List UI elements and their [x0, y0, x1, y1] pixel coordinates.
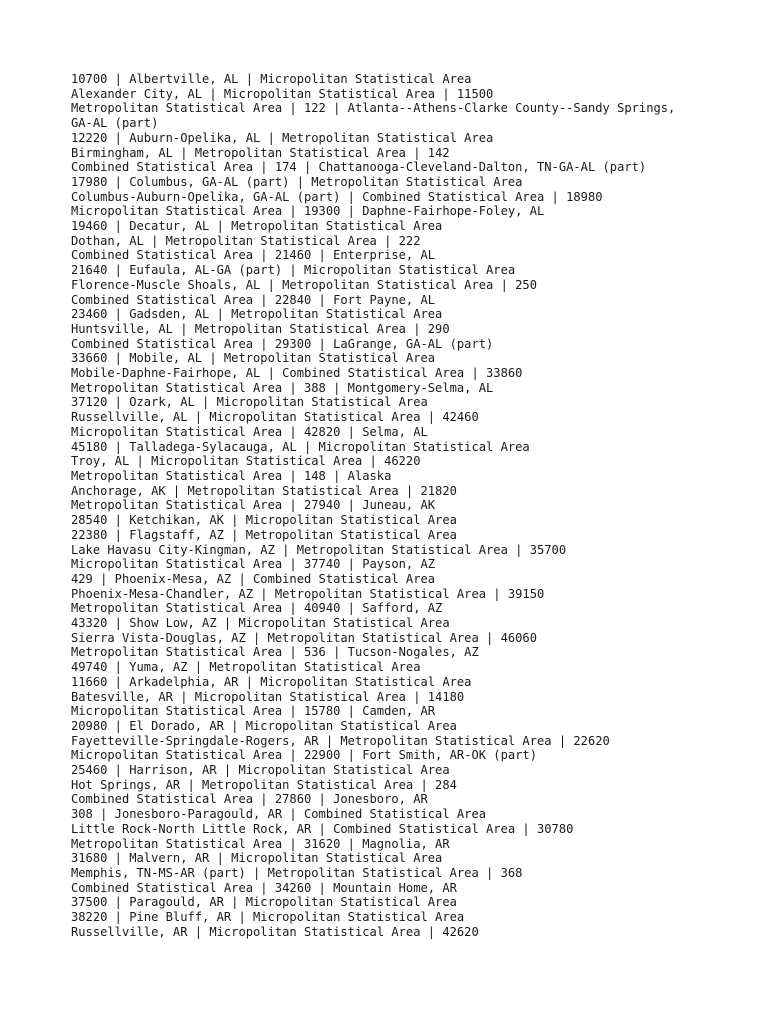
text-line: Combined Statistical Area | 21460 | Enterprise, AL — [71, 248, 436, 263]
text-line: Phoenix-Mesa-Chandler, AZ | Metropolitan Statistical Area | 39150 — [71, 586, 545, 601]
text-line: Columbus-Auburn-Opelika, GA-AL (part) | Combined Statistical Area | 18980 — [71, 189, 603, 204]
text-line: Lake Havasu City-Kingman, AZ | Metropolitan Statistical Area | 35700 — [71, 542, 567, 557]
text-line: 429 | Phoenix-Mesa, AZ | Combined Statistical Area — [71, 571, 436, 586]
text-line: Metropolitan Statistical Area | 536 | Tucson-Nogales, AZ — [71, 645, 479, 660]
text-line: Micropolitan Statistical Area | 15780 | Camden, AR — [71, 704, 436, 719]
text-line: Micropolitan Statistical Area | 42820 | Selma, AL — [71, 424, 428, 439]
text-line: Alexander City, AL | Micropolitan Statistical Area | 11500 — [71, 86, 494, 101]
text-line: Memphis, TN-MS-AR (part) | Metropolitan Statistical Area | 368 — [71, 865, 523, 880]
text-line: Metropolitan Statistical Area | 148 | Alaska — [71, 468, 392, 483]
text-line: Fayetteville-Springdale-Rogers, AR | Metropolitan Statistical Area | 22620 — [71, 733, 610, 748]
text-line: Hot Springs, AR | Metropolitan Statistical Area | 284 — [71, 777, 457, 792]
text-line: Metropolitan Statistical Area | 40940 | Safford, AZ — [71, 601, 443, 616]
text-line: 23460 | Gadsden, AL | Metropolitan Statistical Area — [71, 307, 443, 322]
text-line: Huntsville, AL | Metropolitan Statistical Area | 290 — [71, 321, 450, 336]
text-line: 25460 | Harrison, AR | Micropolitan Statistical Area — [71, 763, 450, 778]
text-line: Birmingham, AL | Metropolitan Statistical Area | 142 — [71, 145, 450, 160]
text-line: Batesville, AR | Micropolitan Statistical Area | 14180 — [71, 689, 465, 704]
text-line: Combined Statistical Area | 27860 | Jonesboro, AR — [71, 792, 428, 807]
text-line: 31680 | Malvern, AR | Micropolitan Statistical Area — [71, 851, 443, 866]
text-line: Micropolitan Statistical Area | 37740 | Payson, AZ — [71, 557, 436, 572]
text-line: Florence-Muscle Shoals, AL | Metropolitan Statistical Area | 250 — [71, 277, 537, 292]
text-line: Micropolitan Statistical Area | 22900 | Fort Smith, AR-OK (part) — [71, 748, 537, 763]
text-line: Russellville, AR | Micropolitan Statistical Area | 42620 — [71, 924, 479, 939]
text-line: GA-AL (part) — [71, 116, 159, 131]
text-line: 22380 | Flagstaff, AZ | Metropolitan Statistical Area — [71, 527, 457, 542]
text-line: 49740 | Yuma, AZ | Metropolitan Statistical Area — [71, 660, 421, 675]
text-line: Little Rock-North Little Rock, AR | Combined Statistical Area | 30780 — [71, 821, 574, 836]
text-line: Combined Statistical Area | 29300 | LaGrange, GA-AL (part) — [71, 336, 494, 351]
text-line: 33660 | Mobile, AL | Metropolitan Statistical Area — [71, 351, 436, 366]
text-line: Metropolitan Statistical Area | 27940 | Juneau, AK — [71, 498, 436, 513]
text-line: 20980 | El Dorado, AR | Micropolitan Statistical Area — [71, 718, 457, 733]
text-line: 21640 | Eufaula, AL-GA (part) | Micropolitan Statistical Area — [71, 263, 516, 278]
text-line: 17980 | Columbus, GA-AL (part) | Metropolitan Statistical Area — [71, 174, 523, 189]
text-line: Mobile-Daphne-Fairhope, AL | Combined Statistical Area | 33860 — [71, 366, 523, 381]
text-line: 12220 | Auburn-Opelika, AL | Metropolitan Statistical Area — [71, 130, 494, 145]
text-line: 43320 | Show Low, AZ | Micropolitan Statistical Area — [71, 616, 450, 631]
text-line: Micropolitan Statistical Area | 19300 | Daphne-Fairhope-Foley, AL — [71, 204, 545, 219]
text-line: 38220 | Pine Bluff, AR | Micropolitan Statistical Area — [71, 910, 465, 925]
text-line: Troy, AL | Micropolitan Statistical Area | 46220 — [71, 454, 421, 469]
text-line: Dothan, AL | Metropolitan Statistical Area | 222 — [71, 233, 421, 248]
document-page — [71, 72, 711, 939]
text-line: Metropolitan Statistical Area | 31620 | Magnolia, AR — [71, 836, 450, 851]
text-line: 45180 | Talladega-Sylacauga, AL | Micropolitan Statistical Area — [71, 439, 530, 454]
text-line: 19460 | Decatur, AL | Metropolitan Statistical Area — [71, 219, 443, 234]
text-line: 308 | Jonesboro-Paragould, AR | Combined Statistical Area — [71, 807, 487, 822]
text-line: Russellville, AL | Micropolitan Statistical Area | 42460 — [71, 410, 479, 425]
text-line: Anchorage, AK | Metropolitan Statistical Area | 21820 — [71, 483, 457, 498]
text-line: Metropolitan Statistical Area | 122 | Atlanta--Athens-Clarke County--Sandy Springs, — [71, 101, 676, 116]
text-line: 11660 | Arkadelphia, AR | Micropolitan Statistical Area — [71, 674, 472, 689]
text-line: Sierra Vista-Douglas, AZ | Metropolitan Statistical Area | 46060 — [71, 630, 537, 645]
text-line: Combined Statistical Area | 22840 | Fort Payne, AL — [71, 292, 436, 307]
text-line: 10700 | Albertville, AL | Micropolitan Statistical Area — [71, 72, 472, 86]
text-line: Metropolitan Statistical Area | 388 | Montgomery-Selma, AL — [71, 380, 494, 395]
text-line: Combined Statistical Area | 174 | Chattanooga-Cleveland-Dalton, TN-GA-AL (part) — [71, 160, 647, 175]
text-line: Combined Statistical Area | 34260 | Mountain Home, AR — [71, 880, 457, 895]
text-line: 28540 | Ketchikan, AK | Micropolitan Statistical Area — [71, 513, 457, 528]
text-line: 37120 | Ozark, AL | Micropolitan Statistical Area — [71, 395, 428, 410]
text-line: 37500 | Paragould, AR | Micropolitan Statistical Area — [71, 895, 457, 910]
